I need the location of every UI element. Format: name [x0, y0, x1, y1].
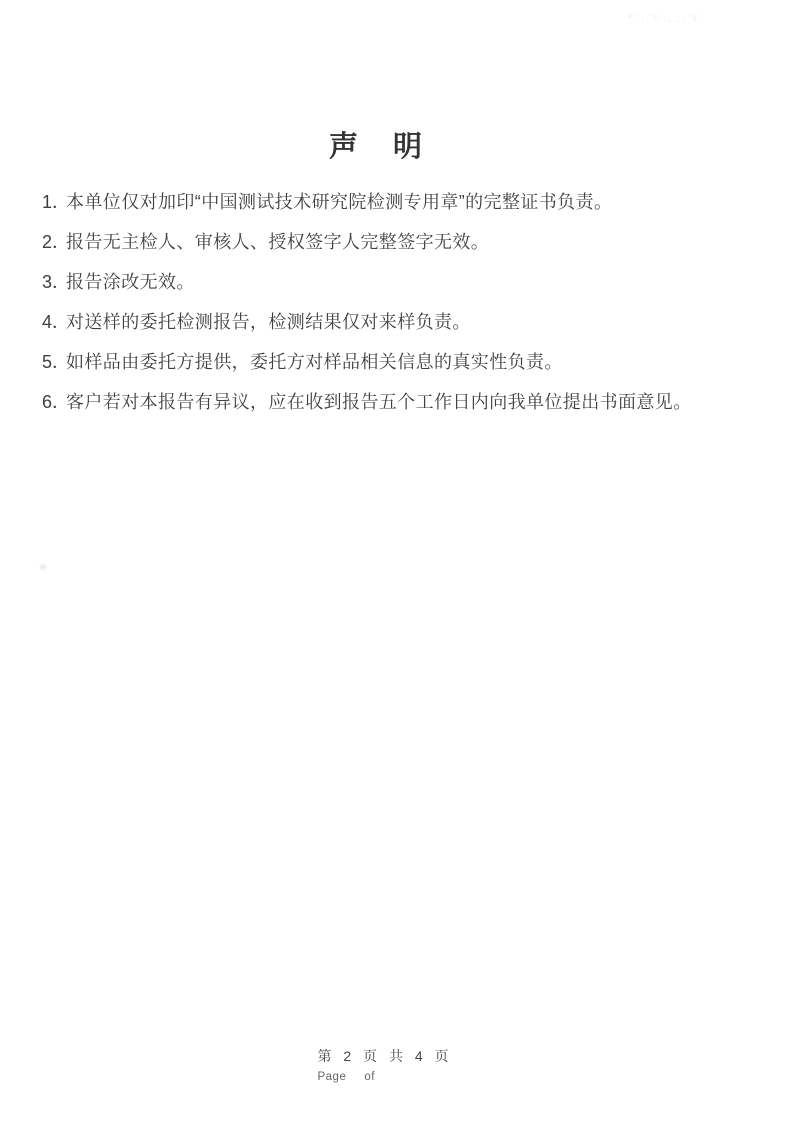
statement-item-6	[42, 392, 760, 413]
statement-item-3	[42, 272, 760, 293]
statement-number: 6．	[42, 392, 71, 412]
page-label: Page	[317, 1071, 347, 1083]
statement-number: 1．	[42, 192, 71, 212]
statement-text: 对送样的委托检测报告，检测结果仅对来样负责。	[66, 312, 471, 332]
statement-text: 如样品由委托方提供，委托方对样品相关信息的真实性负责。	[66, 352, 563, 372]
page-title: 声 明	[328, 131, 425, 163]
statement-number: 3．	[42, 272, 71, 292]
page-footer-inner	[317, 1048, 452, 1084]
scan-smudge	[40, 564, 46, 570]
of-label: of	[364, 1071, 375, 1083]
statement-item-1	[42, 192, 760, 213]
statement-item-2	[42, 232, 760, 253]
statement-text: 报告无主检人、审核人、授权签字人完整签字无效。	[66, 232, 490, 252]
statement-text: 报告涂改无效。	[66, 272, 195, 292]
page-number-cn: 第 2 页 共 4 页	[317, 1048, 453, 1064]
page-number-en	[317, 1071, 452, 1084]
statement-item-4	[42, 312, 760, 333]
statement-item-5	[42, 352, 760, 373]
page-footer	[0, 1048, 800, 1084]
statement-list	[42, 192, 760, 413]
statement-number: 2．	[42, 232, 71, 252]
faint-corner-marking: *' .:'!::, ;: '/	[628, 13, 699, 23]
statement-number: 5．	[42, 352, 71, 372]
statement-number: 4．	[42, 312, 71, 332]
statement-text: 客户若对本报告有异议，应在收到报告五个工作日内向我单位提出书面意见。	[66, 392, 692, 412]
statement-text: 本单位仅对加印“中国测试技术研究院检测专用章”的完整证书负责。	[66, 192, 613, 212]
